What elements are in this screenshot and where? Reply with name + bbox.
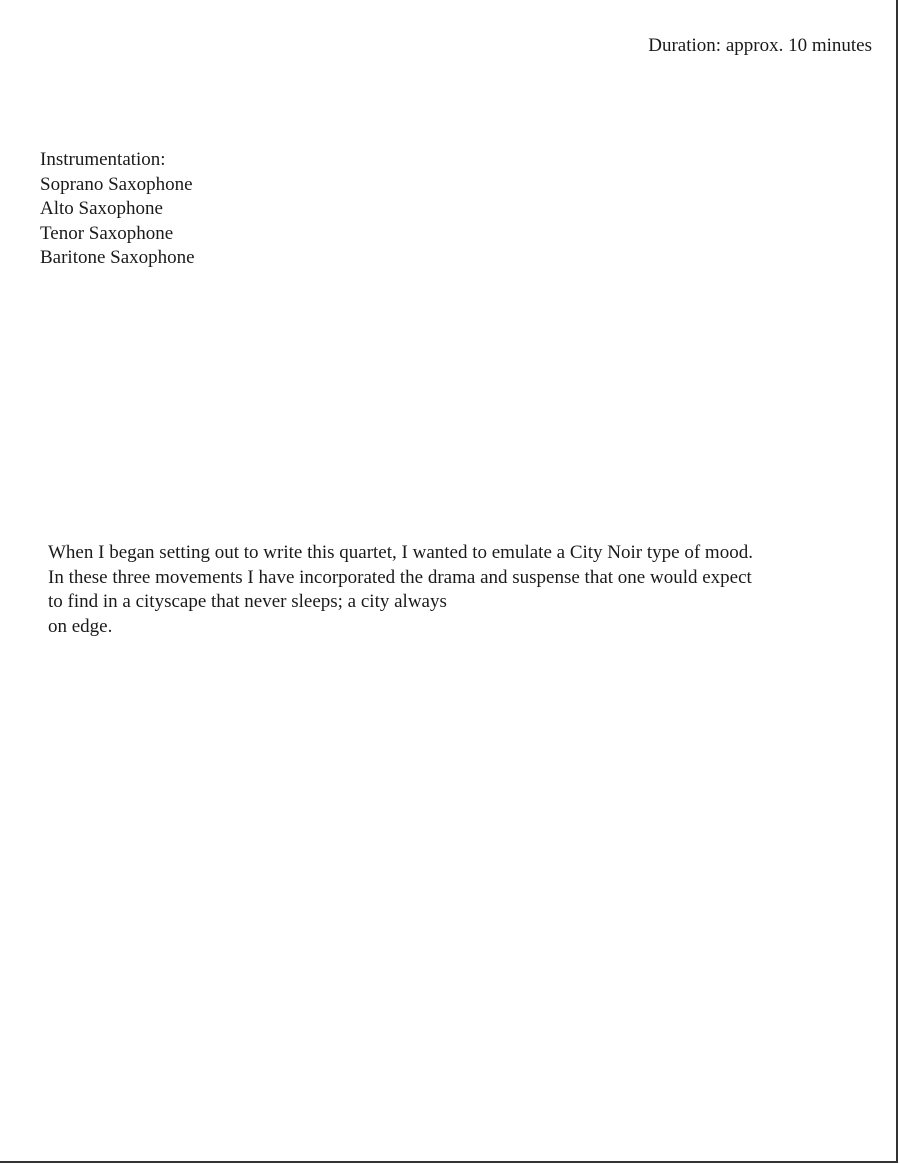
- duration-text: Duration: approx. 10 minutes: [648, 35, 872, 56]
- program-note-line: In these three movements I have incorporated the drama and suspense that one would expect: [48, 566, 752, 588]
- instrument-item: Tenor Saxophone: [40, 222, 174, 244]
- instrument-item: Soprano Saxophone: [40, 173, 193, 195]
- program-note-line: to find in a cityscape that never sleeps; a city always: [48, 591, 447, 612]
- program-note-line: When I began setting out to write this quartet, I wanted to emulate a City Noir type of mood.: [48, 542, 753, 563]
- program-note: [48, 541, 868, 639]
- instrument-item: Baritone Saxophone: [40, 247, 195, 268]
- instrument-item: Alto Saxophone: [40, 198, 163, 219]
- program-note-line: on edge.: [48, 615, 113, 637]
- instrumentation-list: [40, 148, 195, 271]
- instrumentation-heading: Instrumentation:: [40, 149, 166, 170]
